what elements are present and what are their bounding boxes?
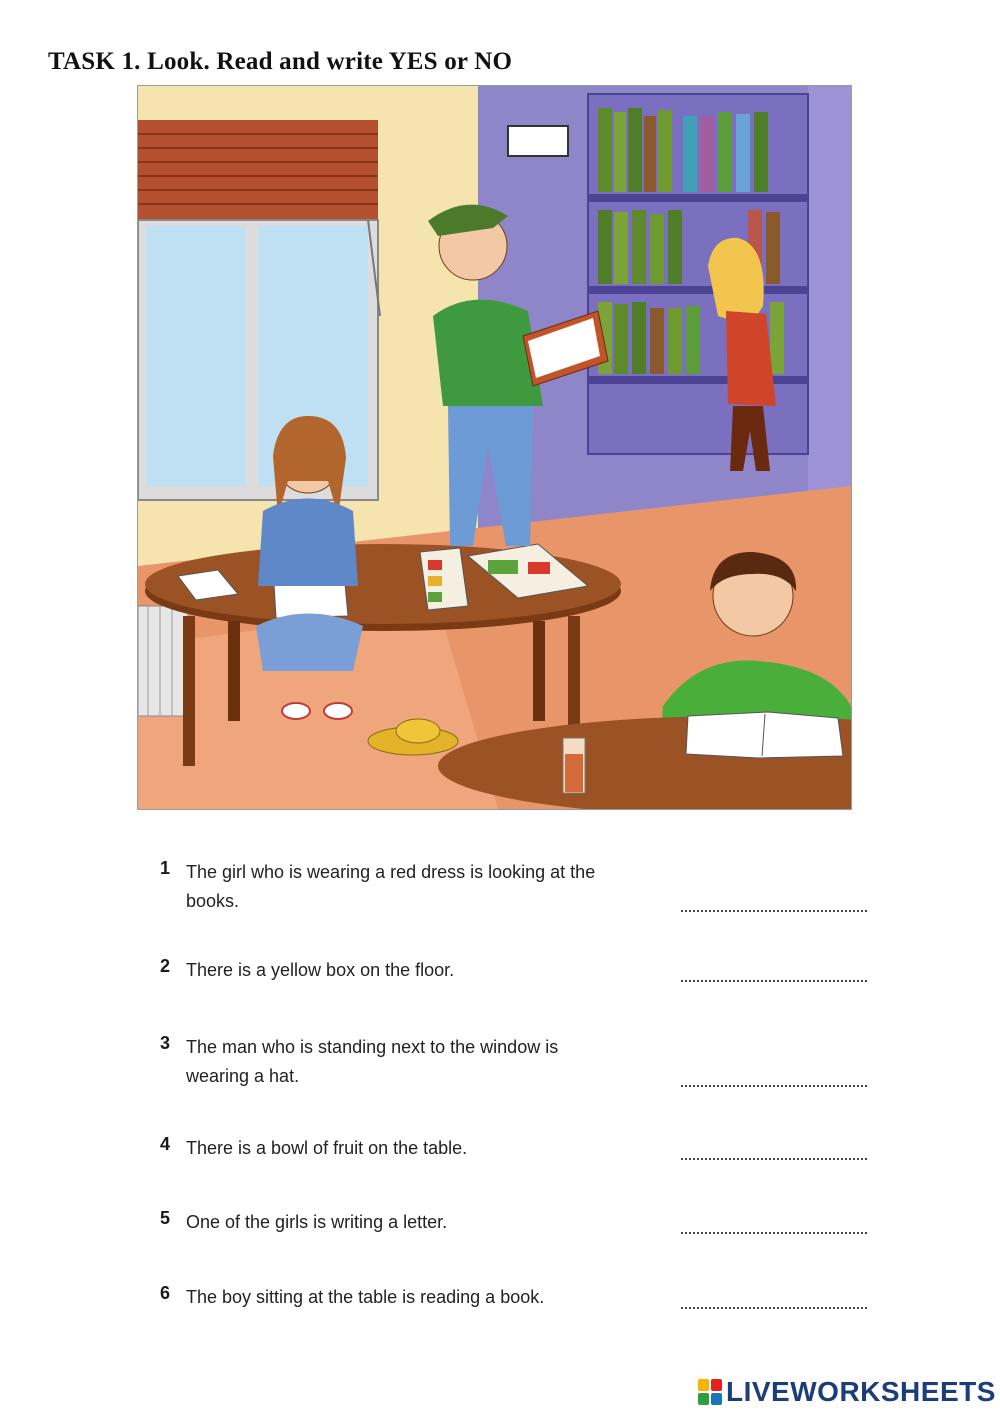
question-number: 2 <box>160 956 171 976</box>
question-number: 6 <box>160 1283 171 1303</box>
question-number: 1 <box>160 858 171 878</box>
question-text: There is a yellow box on the floor. <box>186 960 455 980</box>
answer-input-1[interactable] <box>681 888 867 912</box>
question-text: The boy sitting at the table is reading a book. <box>186 1287 545 1307</box>
question-text: The girl who is wearing a red dress is looking at the books. <box>186 862 596 911</box>
logo-text: LIVEWORKSHEETS <box>726 1376 996 1407</box>
liveworksheets-logo-icon <box>698 1379 722 1405</box>
task-title: TASK 1. Look. Read and write YES or NO <box>48 48 513 75</box>
library-scene-illustration <box>137 85 852 810</box>
question-text: There is a bowl of fruit on the table. <box>186 1138 468 1158</box>
question-text: One of the girls is writing a letter. <box>186 1212 448 1232</box>
question-number: 5 <box>160 1208 171 1228</box>
question-text: The man who is standing next to the window is wearing a hat. <box>186 1037 559 1086</box>
question-number: 3 <box>160 1033 171 1053</box>
answer-input-5[interactable] <box>681 1210 867 1234</box>
answer-input-4[interactable] <box>681 1136 867 1160</box>
question-number: 4 <box>160 1134 171 1154</box>
answer-input-6[interactable] <box>681 1285 867 1309</box>
answer-input-3[interactable] <box>681 1063 867 1087</box>
answer-input-2[interactable] <box>681 958 867 982</box>
liveworksheets-logo <box>698 1376 996 1408</box>
